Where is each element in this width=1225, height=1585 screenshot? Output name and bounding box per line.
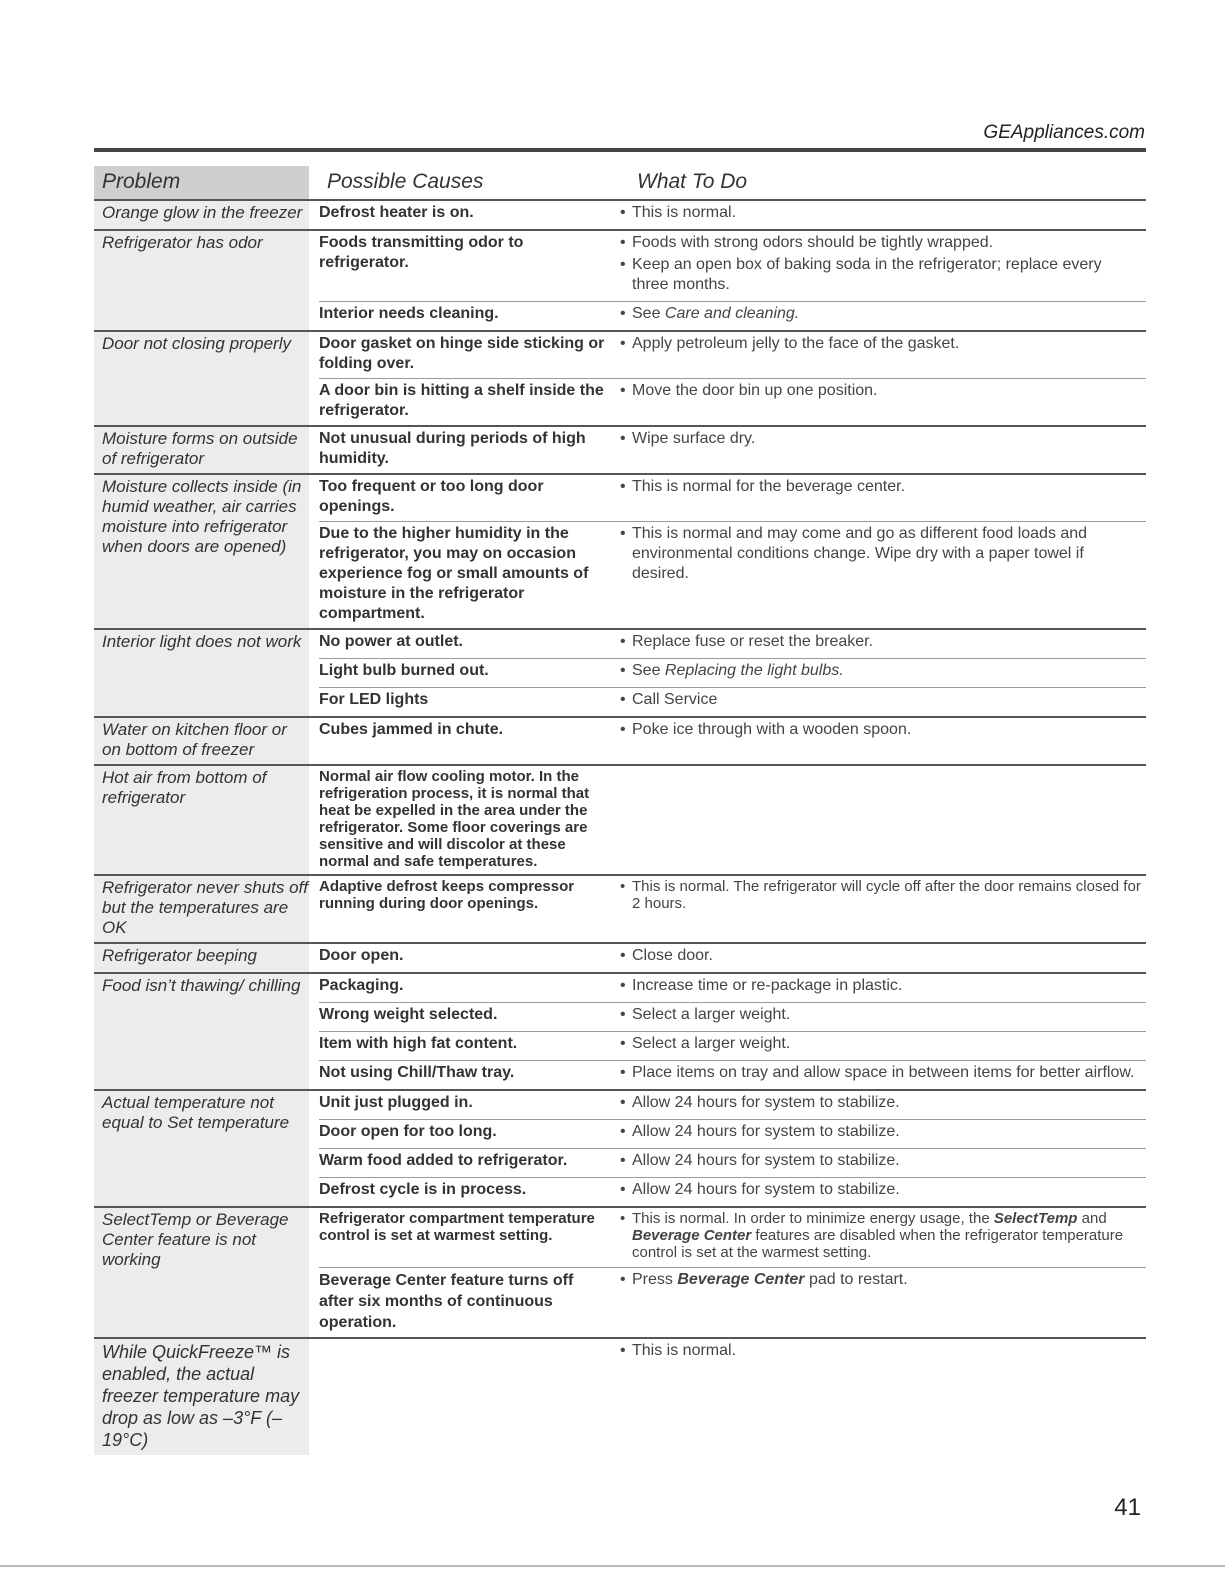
- todo-text: See: [632, 662, 665, 679]
- todo-cell: [616, 766, 1146, 874]
- cause-cell: Door gasket on hinge side sticking or folding over.: [319, 335, 605, 372]
- table-row: [319, 1091, 1146, 1119]
- todo-emphasis: SelectTemp: [993, 1210, 1078, 1227]
- todo-text: Press: [632, 1271, 678, 1288]
- todo-item: • Keep an open box of baking soda in the refrigerator; replace every three months.: [632, 255, 1142, 295]
- cause-cell: Door open for too long.: [319, 1123, 497, 1140]
- table-group: [94, 718, 1146, 766]
- table-row: [319, 1339, 1146, 1367]
- todo-item: • Allow 24 hours for system to stabilize.: [632, 1093, 1142, 1113]
- table-row: [319, 630, 1146, 658]
- cause-cell: Not unusual during periods of high humidity.: [319, 430, 586, 467]
- todo-cell: [616, 475, 1146, 521]
- bottom-edge: [0, 1565, 1225, 1567]
- todo-item: • This is normal.: [632, 1341, 1142, 1361]
- table-group: [94, 1091, 1146, 1208]
- todo-cell: [616, 688, 1146, 716]
- cause-cell: Item with high fat content.: [319, 1035, 518, 1052]
- problem-cell: Moisture collects inside (in humid weather, air carries moisture into refrigerator when doors are opened): [94, 475, 309, 628]
- table-group: [94, 766, 1146, 876]
- cause-cell: No power at outlet.: [319, 633, 463, 650]
- cause-cell: Door open.: [319, 947, 404, 964]
- todo-item: [632, 661, 1142, 681]
- cause-cell: Due to the higher humidity in the refrigerator, you may on occasion experience fog or small amounts of moisture in the refrigerator compartment.: [319, 525, 589, 622]
- table-group: [94, 231, 1146, 332]
- problem-cell: Refrigerator has odor: [94, 231, 309, 330]
- todo-text: and: [1077, 1210, 1107, 1227]
- todo-item: • Move the door bin up one position.: [632, 381, 1142, 401]
- problem-cell: Refrigerator never shuts off but the temperatures are OK: [94, 876, 309, 942]
- problem-cell: Refrigerator beeping: [94, 944, 309, 972]
- table-group: [94, 876, 1146, 944]
- table-row: [319, 1267, 1146, 1337]
- todo-cell: [616, 379, 1146, 425]
- problem-cell: Hot air from bottom of refrigerator: [94, 766, 309, 874]
- todo-cell: [616, 630, 1146, 658]
- table-row: [319, 876, 1146, 918]
- table-row: [319, 521, 1146, 628]
- todo-cell: [616, 1178, 1146, 1206]
- cause-cell: Beverage Center feature turns off after six months of continuous operation.: [319, 1272, 574, 1331]
- cause-cell: Adaptive defrost keeps compressor running during door openings.: [319, 878, 575, 912]
- table-row: [319, 718, 1146, 746]
- cause-cell: For LED lights: [319, 691, 429, 708]
- todo-cell: [616, 231, 1146, 301]
- todo-item: • Apply petroleum jelly to the face of the gasket.: [632, 334, 1142, 354]
- problem-cell: SelectTemp or Beverage Center feature is not working: [94, 1208, 309, 1337]
- cause-cell: Unit just plugged in.: [319, 1094, 473, 1111]
- todo-item: • Allow 24 hours for system to stabilize.: [632, 1122, 1142, 1142]
- table-row: [319, 1148, 1146, 1177]
- todo-cell: [616, 718, 1146, 746]
- todo-item: • Foods with strong odors should be tightly wrapped.: [632, 233, 1142, 253]
- todo-item: • Select a larger weight.: [632, 1034, 1142, 1054]
- table-group: [94, 974, 1146, 1091]
- todo-reference: Care and cleaning.: [664, 305, 800, 322]
- table-row: [319, 1177, 1146, 1206]
- table-row: [319, 687, 1146, 716]
- todo-cell: [616, 659, 1146, 687]
- table-group: [94, 201, 1146, 231]
- cause-cell: Too frequent or too long door openings.: [319, 478, 544, 515]
- table-group: [94, 475, 1146, 630]
- cause-cell: Packaging.: [319, 977, 404, 994]
- table-row: [319, 1119, 1146, 1148]
- cause-cell: Interior needs cleaning.: [319, 305, 499, 322]
- table-row: [319, 1060, 1146, 1089]
- problem-cell: Door not closing properly: [94, 332, 309, 425]
- table-group: [94, 332, 1146, 427]
- table-row: [319, 944, 1146, 972]
- todo-cell: [616, 1339, 1146, 1367]
- todo-cell: [616, 302, 1146, 330]
- todo-cell: [616, 1120, 1146, 1148]
- todo-text: features are disabled when the refrigerator temperature control is set at the warmest setting.: [632, 1227, 1124, 1261]
- todo-item: • This is normal. The refrigerator will cycle off after the door remains closed for 2 hours.: [632, 878, 1142, 912]
- todo-cell: [616, 974, 1146, 1002]
- table-row: [319, 332, 1146, 378]
- todo-cell: [616, 522, 1146, 628]
- header-todo: What To Do: [637, 170, 748, 193]
- cause-cell: Light bulb burned out.: [319, 662, 489, 679]
- todo-item: • Close door.: [632, 946, 1142, 966]
- todo-text: This is normal. In order to minimize energy usage, the: [632, 1210, 994, 1227]
- cause-cell: [319, 1339, 616, 1367]
- problem-cell: Food isn’t thawing/ chilling: [94, 974, 309, 1089]
- cause-cell: Refrigerator compartment temperature control is set at warmest setting.: [319, 1210, 595, 1244]
- todo-text: See: [632, 305, 665, 322]
- troubleshooting-table: [94, 166, 1146, 1455]
- todo-cell: [616, 1149, 1146, 1177]
- todo-cell: [616, 1091, 1146, 1119]
- todo-cell: [616, 332, 1146, 378]
- top-rule: [94, 148, 1146, 152]
- todo-item: • This is normal and may come and go as different food loads and environmental conditions change. Wipe dry with a paper towel if desired.: [632, 524, 1142, 584]
- todo-item: • Place items on tray and allow space in between items for better airflow.: [632, 1063, 1142, 1083]
- header-causes: Possible Causes: [327, 170, 484, 193]
- table-header: [94, 166, 1146, 201]
- table-row: [319, 378, 1146, 425]
- todo-item: • Call Service: [632, 690, 1142, 710]
- todo-item: • Allow 24 hours for system to stabilize.: [632, 1180, 1142, 1200]
- todo-item: • Increase time or re-package in plastic.: [632, 976, 1142, 996]
- table-row: [319, 475, 1146, 521]
- cause-cell: Defrost cycle is in process.: [319, 1181, 527, 1198]
- header-problem: Problem: [94, 166, 309, 199]
- problem-cell: Moisture forms on outside of refrigerator: [94, 427, 309, 473]
- todo-item: • Select a larger weight.: [632, 1005, 1142, 1025]
- cause-cell: Cubes jammed in chute.: [319, 721, 504, 738]
- todo-emphasis: Beverage Center: [632, 1227, 752, 1244]
- todo-cell: [616, 201, 1146, 229]
- table-row: [319, 658, 1146, 687]
- todo-reference: Replacing the light bulbs.: [664, 662, 844, 679]
- problem-cell: Water on kitchen floor or on bottom of freezer: [94, 718, 309, 764]
- todo-cell: [616, 1061, 1146, 1089]
- todo-cell: [616, 1032, 1146, 1060]
- cause-cell: A door bin is hitting a shelf inside the refrigerator.: [319, 382, 604, 419]
- todo-emphasis: Beverage Center: [677, 1271, 805, 1288]
- problem-cell: Orange glow in the freezer: [94, 201, 309, 229]
- cause-cell: Defrost heater is on.: [319, 204, 474, 221]
- todo-cell: [616, 1003, 1146, 1031]
- table-group: [94, 944, 1146, 974]
- todo-cell: [616, 944, 1146, 972]
- todo-item: • Poke ice through with a wooden spoon.: [632, 720, 1142, 740]
- todo-item: • Wipe surface dry.: [632, 429, 1142, 449]
- todo-item: • Replace fuse or reset the breaker.: [632, 632, 1142, 652]
- table-group: [94, 1208, 1146, 1339]
- table-row: [319, 231, 1146, 301]
- cause-cell: Not using Chill/Thaw tray.: [319, 1064, 515, 1081]
- todo-item: • Allow 24 hours for system to stabilize.: [632, 1151, 1142, 1171]
- todo-item: [632, 1270, 1142, 1290]
- table-group: [94, 1339, 1146, 1455]
- todo-text: pad to restart.: [804, 1271, 908, 1288]
- problem-cell: While QuickFreeze™ is enabled, the actual freezer temperature may drop as low as –3°F (–19°C): [94, 1339, 309, 1455]
- table-group: [94, 427, 1146, 475]
- todo-item: [632, 1210, 1142, 1261]
- cause-cell: Wrong weight selected.: [319, 1006, 498, 1023]
- todo-item: [632, 304, 1142, 324]
- todo-item: • This is normal for the beverage center.: [632, 477, 1142, 497]
- page-number: 41: [1114, 1494, 1141, 1521]
- table-row: [319, 1031, 1146, 1060]
- problem-cell: Actual temperature not equal to Set temperature: [94, 1091, 309, 1206]
- table-row: [319, 1208, 1146, 1267]
- table-row: [319, 301, 1146, 330]
- table-row: [319, 766, 1146, 874]
- table-row: [319, 974, 1146, 1002]
- todo-cell: [616, 876, 1146, 918]
- table-row: [319, 1002, 1146, 1031]
- cause-cell: Normal air flow cooling motor. In the refrigeration process, it is normal that heat be expelled in the area under the refrigerator. Some floor coverings are sensitive and will discolor at these normal and safe temperatures.: [319, 768, 590, 870]
- cause-cell: Warm food added to refrigerator.: [319, 1152, 568, 1169]
- todo-cell: [616, 427, 1146, 473]
- todo-item: • This is normal.: [632, 203, 1142, 223]
- cause-cell: Foods transmitting odor to refrigerator.: [319, 234, 524, 271]
- todo-cell: [616, 1208, 1146, 1267]
- site-url: GEAppliances.com: [983, 122, 1145, 143]
- table-group: [94, 630, 1146, 718]
- table-row: [319, 427, 1146, 473]
- problem-cell: Interior light does not work: [94, 630, 309, 716]
- todo-cell: [616, 1268, 1146, 1337]
- table-row: [319, 201, 1146, 229]
